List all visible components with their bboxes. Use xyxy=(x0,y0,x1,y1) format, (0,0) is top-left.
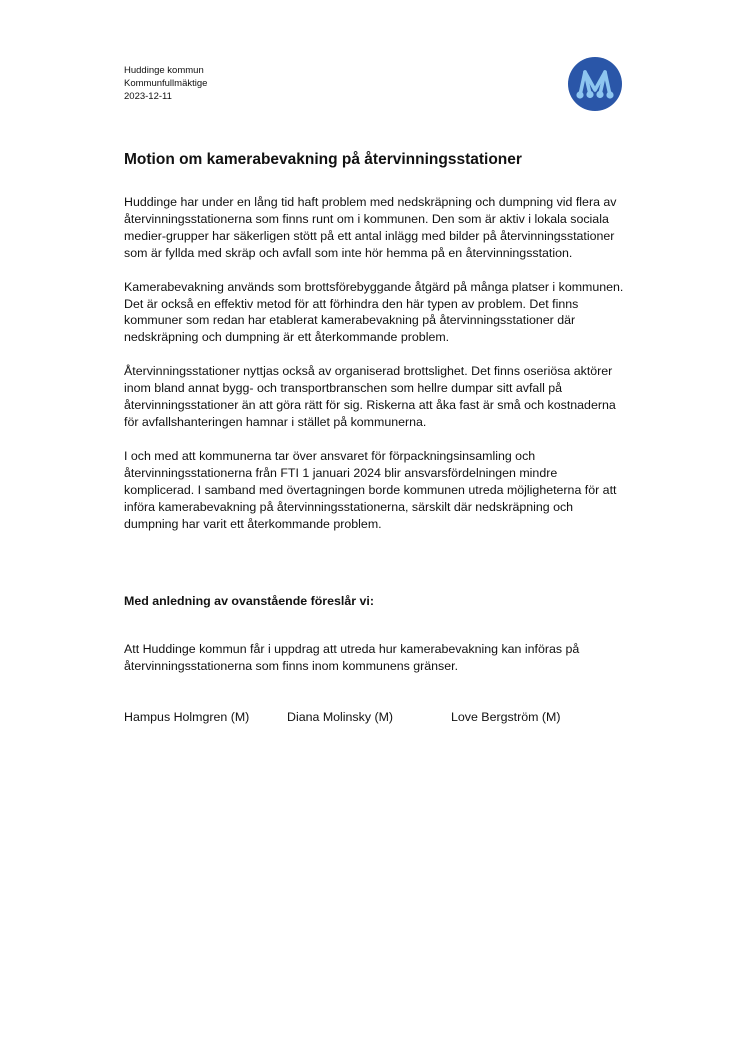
document-date: 2023-12-11 xyxy=(124,91,172,102)
moderaterna-m-logo-icon xyxy=(568,57,622,111)
body-paragraph: I och med att kommunerna tar över ansvaret för förpackningsinsamling och återvinningsstationerna från FTI 1 januari 2024 blir ansvarsfördelningen mindre komplicerad. I samband med övertagningen borde kommunen utreda möjligheterna för att införa kamerabevakning på återvinningsstationerna, särskilt där nedskräpning och dumpning har varit ett återkommande problem. xyxy=(124,448,617,531)
header-meta xyxy=(124,64,207,103)
page-title: Motion om kamerabevakning på återvinningsstationer xyxy=(124,151,522,168)
proposal-text: Att Huddinge kommun får i uppdrag att utreda hur kamerabevakning kan införas på återvinningsstationerna som finns inom kommunens gränser. xyxy=(124,642,580,673)
body-paragraph: Återvinningsstationer nyttjas också av organiserad brottslighet. Det finns oseriösa aktörer inom bland annat bygg- och transportbranschen som hellre dumpar sitt avfall på återvinningsstationer än att göra rätt för sig. Riskerna att åka fast är små och kostnaderna för avfallshanteringen hamnar i stället på kommunerna. xyxy=(124,364,616,429)
signatory-name: Diana Molinsky (M) xyxy=(287,710,394,724)
signatory-name: Love Bergström (M) xyxy=(451,710,561,724)
body-paragraph: Kamerabevakning används som brottsförebyggande åtgärd på många platser i kommunen. Det är också en effektiv metod för att förhindra den här typen av problem. Det finns kommuner som redan har etablerat kamerabevakning på återvinningsstationer där nedskräpning och dumpning är ett återkommande problem. xyxy=(124,279,624,345)
body-paragraph: Huddinge har under en lång tid haft problem med nedskräpning och dumpning vid flera av återvinningsstationerna som finns runt om i kommunen. Den som är aktiv i lokala sociala medier-grupper har säkerligen stött på ett antal inlägg med bilder på återvinningsstationer som är fyllda med skräp och avfall som inte hör hemma på en återvinningsstation. xyxy=(124,195,617,260)
motion-body xyxy=(124,194,624,549)
signatory-name: Hampus Holmgren (M) xyxy=(124,710,250,724)
organisation-name: Huddinge kommun xyxy=(124,65,204,76)
assembly-name: Kommunfullmäktige xyxy=(124,78,208,89)
proposal-heading: Med anledning av ovanstående föreslår vi: xyxy=(124,594,374,608)
